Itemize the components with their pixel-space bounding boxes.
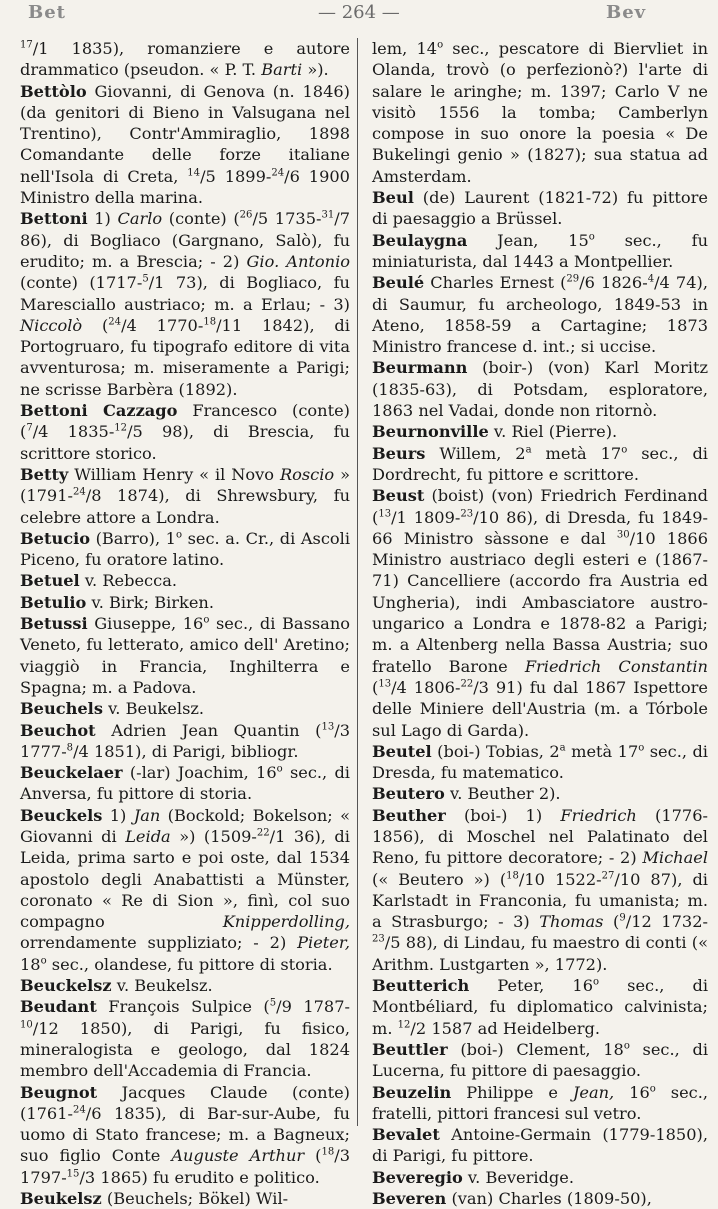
entry-text: /6 1835), di Bar-sur-Aube, fu uomo di Stato francese; m. a Bagneux; suo figlio Conte <box>20 1103 350 1166</box>
headword: Betty <box>20 464 69 484</box>
superscript: 24 <box>72 1104 86 1116</box>
headword: Beutel <box>372 741 432 761</box>
entry-text: /1 1809- <box>391 507 461 527</box>
header-right-guideword: Bev <box>606 2 647 23</box>
headword: Betucio <box>20 528 91 548</box>
entry-text: »). <box>302 60 329 80</box>
entry-text: /10 1522- <box>518 869 602 889</box>
entry-text: (de) Laurent (1821-72) fu pittore di paesaggio a Brüssel. <box>372 188 708 229</box>
dictionary-entry <box>372 975 708 1039</box>
entry-text: (Barro), 1 <box>90 528 176 548</box>
dictionary-entry <box>372 1039 708 1082</box>
superscript: 9 <box>619 912 626 924</box>
superscript: 22 <box>460 678 474 690</box>
entry-text: /6 1900 Ministro della marina. <box>20 166 350 208</box>
italic-text: Friedrich <box>560 805 637 825</box>
entry-text: (boir-) (von) Karl Moritz (1835-63), di Potsdam, esploratore, 1863 nel Vadai, donde non ritornò. <box>372 358 708 421</box>
dictionary-entry <box>372 272 708 357</box>
entry-text: /5 1735- <box>252 209 322 229</box>
entry-text: /1 36), di Leida, prima sarto e poi oste, dal 1534 apostolo degli Anabattisti a Münster, coronato « Re di Sion », finì, col suo compagno <box>20 826 350 932</box>
superscript: a <box>559 742 566 754</box>
entry-text: Antoine-Germain (1779-1850), di Parigi, fu pittore. <box>372 1125 708 1166</box>
superscript: 15 <box>66 1168 80 1180</box>
headword: Beveren <box>372 1189 447 1209</box>
superscript: o <box>175 529 183 541</box>
headword: Beurnonville <box>372 422 489 442</box>
italic-text: Pieter, <box>297 933 350 953</box>
entry-text: /5 88), di Lindau, fu maestro di conti (« Arithm. Lustgarten », 1772). <box>372 933 708 974</box>
superscript: o <box>638 742 645 754</box>
dictionary-entry <box>372 783 708 804</box>
dictionary-entry <box>20 464 350 528</box>
headword: Beuther <box>372 805 446 825</box>
dictionary-entry <box>372 38 708 187</box>
headword: Bettòlo <box>20 81 87 101</box>
entry-text: /6 1826- <box>579 273 648 293</box>
dictionary-entry <box>20 805 350 975</box>
superscript: 5 <box>142 273 149 285</box>
entry-text: /11 1842), di Portogruaro, fu tipografo editore di vita avventurosa; m. miseramente a Parigi; ne scrisse Barbèra (1892). <box>20 315 350 399</box>
italic-text: Leida <box>125 826 171 846</box>
entry-text: Charles Ernest ( <box>424 273 567 293</box>
entry-text: (boist) (von) Friedrich Ferdinand ( <box>372 486 708 527</box>
headword: Beul <box>372 188 414 208</box>
entry-text: (conte) (1717- <box>20 273 143 293</box>
dictionary-entry <box>20 400 350 464</box>
headword: Betulio <box>20 592 87 612</box>
entry-text: William Henry « il Novo <box>68 464 280 484</box>
superscript: 13 <box>321 721 335 733</box>
dictionary-entry <box>20 570 350 591</box>
entry-text: /10 1866 Ministro austriaco degli esteri e (1867-71) Cancelliere (accordo fra Austria ed Ungheria), indi Ambasciatore austro-ungarico a Londra e 1878-82 a Parigi; m. a Altenberg nella Bassa Austria; suo fratello Barone <box>372 528 708 676</box>
page-header <box>0 0 718 30</box>
entry-text: /4 1851), di Parigi, bibliogr. <box>73 741 299 761</box>
italic-text: Auguste Arthur <box>171 1146 305 1166</box>
entry-text: /12 1732- <box>625 912 708 932</box>
headword: Beutero <box>372 784 445 804</box>
entry-text: v. Beuther 2). <box>444 784 561 804</box>
dictionary-entry <box>20 592 350 613</box>
headword: Betuel <box>20 571 80 591</box>
entry-text: ( <box>603 912 620 932</box>
superscript: 12 <box>114 422 128 434</box>
superscript: o <box>649 1083 656 1095</box>
superscript: 8 <box>66 742 74 754</box>
dictionary-entry <box>372 741 708 784</box>
italic-text: Knipperdolling, <box>222 912 350 932</box>
italic-text: Jan <box>133 805 161 825</box>
entry-text: /4 1770- <box>121 315 204 335</box>
entry-text: sec., di Lucerna, fu pittore di paesaggio. <box>372 1039 708 1081</box>
superscript: 13 <box>378 678 392 690</box>
dictionary-entry <box>20 613 350 698</box>
entry-text: ») (1509- <box>170 826 257 846</box>
superscript: 29 <box>566 273 580 285</box>
superscript: 24 <box>72 486 86 498</box>
entry-text: /1 1835), romanziere e autore drammatico (pseudon. « P. T. <box>20 39 350 80</box>
dictionary-entry <box>20 38 350 81</box>
entry-text: sec., di Bassano Veneto, fu letterato, amico dell' Aretino; viaggiò in Francia, Inghilterra e Spagna; m. a Padova. <box>20 614 351 697</box>
headword: Beurs <box>372 443 426 463</box>
entry-text: ( <box>82 315 109 335</box>
italic-text: Michael <box>642 848 708 868</box>
entry-text: /8 1874), di Shrewsbury, fu celebre attore a Londra. <box>20 486 350 527</box>
dictionary-entry <box>20 1188 350 1209</box>
dictionary-entry <box>372 805 708 975</box>
entry-text: (-lar) Joachim, 16 <box>122 763 277 783</box>
entry-text: Peter, 16 <box>469 976 594 996</box>
entry-text: (1776-1856), di Moschel nel Palatinato del Reno, fu pittore decoratore; - 2) <box>372 805 708 868</box>
headword: Beveregio <box>372 1167 463 1187</box>
headword: Betussi <box>20 614 88 634</box>
superscript: 27 <box>601 870 615 882</box>
entry-text: Jean, 15 <box>467 230 589 250</box>
entry-text: /3 1797- <box>20 1146 350 1187</box>
entry-text: v. Beukelsz. <box>102 699 205 719</box>
dictionary-entry <box>20 975 350 996</box>
superscript: o <box>40 955 47 967</box>
dictionary-entry <box>20 1082 350 1188</box>
entry-text: (boi-) Tobias, 2 <box>431 741 560 761</box>
superscript: 14 <box>187 167 201 179</box>
superscript: 4 <box>647 273 655 285</box>
superscript: o <box>203 614 210 626</box>
headword: Beuchot <box>20 720 96 740</box>
entry-text: (boi-) 1) <box>445 805 561 825</box>
entry-text: sec., fu miniaturista, dal 1443 a Montpellier. <box>372 230 708 271</box>
dictionary-entry <box>20 698 350 719</box>
superscript: 7 <box>26 422 33 434</box>
superscript: 30 <box>616 529 630 541</box>
entry-text: (boi-) Clement, 18 <box>447 1039 624 1059</box>
dictionary-entry <box>372 1124 708 1167</box>
entry-text: v. Birk; Birken. <box>86 592 214 612</box>
italic-text: Gio. Antonio <box>246 251 350 271</box>
headword: Beuckels <box>20 805 103 825</box>
headword: Bevalet <box>372 1125 440 1145</box>
headword: Beuckelaer <box>20 763 123 783</box>
entry-text: v. Beveridge. <box>462 1167 575 1187</box>
entry-text: Adrien Jean Quantin ( <box>95 720 322 740</box>
superscript: 24 <box>108 316 122 328</box>
headword: Beulaygna <box>372 230 468 250</box>
dictionary-entry <box>20 208 350 400</box>
italic-text: Niccolò <box>20 315 83 335</box>
entry-text: lem, 14 <box>372 39 438 58</box>
entry-text: /5 1899- <box>200 166 272 186</box>
headword: Beukelsz <box>20 1189 102 1209</box>
entry-text: orrendamente suppliziato; - 2) <box>20 933 298 953</box>
entry-text: Francesco (conte) ( <box>20 401 350 442</box>
superscript: a <box>525 444 532 456</box>
superscript: 13 <box>378 508 392 520</box>
entry-text: /2 1587 ad Heidelberg. <box>410 1018 601 1038</box>
page-number: — 264 — <box>318 2 400 23</box>
superscript: o <box>623 1040 630 1052</box>
entry-text: Giuseppe, 16 <box>87 614 204 634</box>
italic-text: Thomas <box>539 912 604 932</box>
headword: Beurmann <box>372 358 468 378</box>
entry-text: François Sulpice ( <box>96 997 270 1017</box>
right-column <box>372 38 708 1209</box>
entry-text: Jacques Claude (conte) (1761- <box>20 1082 350 1123</box>
entry-text: /4 1806- <box>391 677 461 697</box>
headword: Bettoni Cazzago <box>20 401 178 421</box>
entry-text: sec., pescatore di Biervliet in Olanda, trovò (o perfezionò?) l'arte di salare le aringhe; m. 1397; Carlo V ne visitò 1556 la tomba; Camberlyn compose in suo onore la poesia « De Bukelingi genio » (1827); sua statua ad Amsterdam. <box>372 39 709 186</box>
dictionary-entry <box>372 1082 708 1125</box>
entry-text: 16 <box>614 1082 650 1102</box>
italic-text: Friedrich Constantin <box>524 656 708 676</box>
entry-text: /7 86), di Bogliaco (Gargnano, Salò), fu erudito; m. a Brescia; - 2) <box>20 209 350 271</box>
entry-text: /10 87), di Karlstadt in Franconia, fu umanista; m. a Strasburgo; - 3) <box>372 869 708 932</box>
superscript: 31 <box>321 209 335 221</box>
entry-text: Philippe e <box>451 1082 573 1102</box>
entry-text: sec., di Montbéliard, fu diplomatico calvinista; m. <box>372 976 709 1038</box>
entry-text: /1 73), di Bogliaco, fu Maresciallo austriaco; m. a Erlau; - 3) <box>20 273 350 314</box>
dictionary-entry <box>372 421 708 442</box>
superscript: o <box>621 444 628 456</box>
entry-text: (van) Charles (1809-50), <box>446 1189 652 1209</box>
headword: Beulé <box>372 273 425 293</box>
headword: Bettoni <box>20 209 88 229</box>
superscript: 18 <box>203 316 217 328</box>
dictionary-entry <box>20 81 350 209</box>
entry-text: metà 17 <box>565 741 639 761</box>
headword: Beugnot <box>20 1082 98 1102</box>
headword: Beuckelsz <box>20 976 112 996</box>
italic-text: Roscio <box>279 464 335 484</box>
dictionary-entry <box>372 187 708 230</box>
entry-text: /3 1865) fu erudito e politico. <box>79 1167 320 1187</box>
entry-text: (Bockold; Bokelson; « Giovanni di <box>20 805 350 846</box>
entry-text: /10 86), di Dresda, fu 1849-66 Ministro sàssone e dal <box>372 507 708 548</box>
entry-text: /12 1850), di Parigi, fu fisico, mineralogista e geologo, dal 1824 membro dell'Accademia di Francia. <box>20 1018 350 1081</box>
entry-text: » (1791- <box>20 464 350 506</box>
headword: Beutterich <box>372 976 470 996</box>
entry-text: /4 1835- <box>32 422 115 442</box>
dictionary-entry <box>372 443 708 486</box>
headword: Beust <box>372 486 425 506</box>
entry-text: metà 17 <box>531 443 622 463</box>
superscript: o <box>276 763 283 775</box>
headword: Beudant <box>20 997 97 1017</box>
column-divider <box>357 38 358 1126</box>
entry-text: sec., di Anversa, fu pittore di storia. <box>20 763 350 804</box>
entry-text: /3 91) fu dal 1867 Ispettore delle Miniere dell'Austria (m. a Tórbole sul Lago di Garda). <box>372 677 708 740</box>
entry-text: v. Riel (Pierre). <box>488 422 618 442</box>
entry-text: (« Beutero ») ( <box>372 869 507 889</box>
headword: Beuzelin <box>372 1082 452 1102</box>
dictionary-entry <box>372 230 708 273</box>
entry-text: /3 1777- <box>20 720 350 761</box>
entry-text: sec., olandese, fu pittore di storia. <box>46 954 333 974</box>
headword: Beuchels <box>20 699 103 719</box>
entry-text: sec., di Dordrecht, fu pittore e scrittore. <box>372 443 708 484</box>
entry-text: ( <box>304 1146 322 1166</box>
italic-text: Jean, <box>572 1082 615 1102</box>
entry-text: (conte) ( <box>162 209 240 229</box>
entry-text: sec., di Dresda, fu matematico. <box>372 741 708 783</box>
superscript: 18 <box>506 870 519 882</box>
superscript: 23 <box>372 934 385 946</box>
entry-text: v. Beukelsz. <box>111 976 213 996</box>
entry-text: Giovanni, di Genova (n. 1846) (da genitori di Bieno in Valsugana nel Trentino), Contr'Ammiraglio, 1898 Comandante delle forze italiane nell'Isola di Creta, <box>20 81 350 186</box>
entry-text: sec. a. Cr., di Ascoli Piceno, fu oratore latino. <box>20 528 351 570</box>
dictionary-entry <box>372 357 708 421</box>
entry-text: 1) <box>87 209 118 229</box>
dictionary-entry <box>372 1167 708 1188</box>
dictionary-entry <box>20 720 350 763</box>
superscript: 24 <box>271 167 285 179</box>
entry-text: 1) <box>102 805 134 825</box>
entry-text: v. Rebecca. <box>79 571 177 591</box>
entry-text: /9 1787- <box>276 997 350 1017</box>
superscript: 17 <box>20 39 33 51</box>
header-left-guideword: Bet <box>28 2 66 23</box>
entry-text: 18 <box>20 954 41 974</box>
superscript: 26 <box>239 209 253 221</box>
entry-text: (Beuchels; Bökel) Wil- <box>101 1189 289 1209</box>
superscript: 22 <box>256 827 270 839</box>
superscript: 18 <box>321 1147 335 1159</box>
superscript: o <box>593 976 600 988</box>
entry-text: Willem, 2 <box>425 443 526 463</box>
left-column <box>20 38 350 1209</box>
dictionary-entry <box>372 1188 708 1209</box>
entry-text: ( <box>372 677 379 697</box>
dictionary-entry <box>20 762 350 805</box>
superscript: 10 <box>20 1019 33 1031</box>
entry-text: sec., fratelli, pittori francesi sul vetro. <box>372 1082 709 1123</box>
superscript: 5 <box>269 997 277 1009</box>
entry-text: /4 74), di Saumur, fu archeologo, 1849-53 in Ateno, 1858-59 a Cartagine; 1873 Ministro francese d. int.; si uccise. <box>372 273 708 357</box>
superscript: o <box>588 231 595 243</box>
dictionary-entry <box>372 485 708 741</box>
dictionary-entry <box>20 528 350 571</box>
dictionary-entry <box>20 996 350 1081</box>
entry-text: /5 98), di Brescia, fu scrittore storico. <box>20 422 350 463</box>
headword: Beuttler <box>372 1039 448 1059</box>
superscript: 12 <box>397 1019 411 1031</box>
italic-text: Barti <box>261 60 303 80</box>
italic-text: Carlo <box>117 209 163 229</box>
superscript: 23 <box>460 508 474 520</box>
superscript: o <box>437 39 444 51</box>
